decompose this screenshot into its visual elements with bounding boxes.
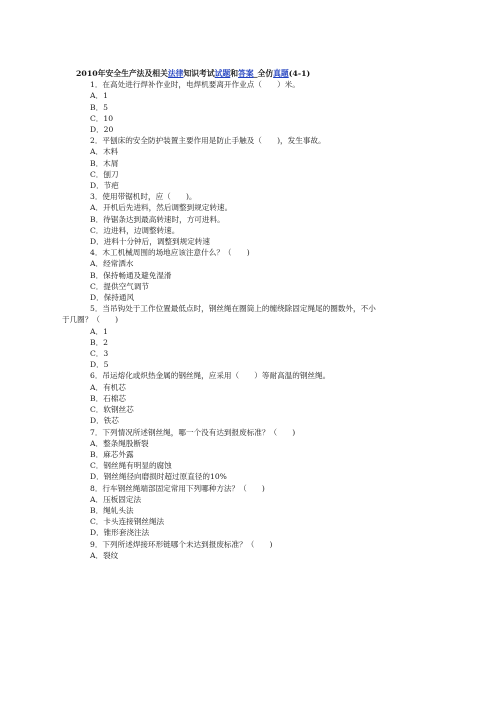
answer-option: C．10	[90, 113, 114, 123]
answer-option: B．麻芯外露	[90, 449, 134, 459]
question-text: 3．使用带锯机时，应（ )。	[90, 192, 197, 202]
answer-option: A．木料	[90, 147, 119, 157]
answer-option: D．进料十分钟后，调整到规定转速	[90, 237, 210, 247]
answer-option: A．压板固定法	[90, 494, 142, 504]
question-text: 2．平刨床的安全防护装置主要作用是防止手触及（ )，发生事故。	[90, 136, 326, 146]
question-text: 1．在高处进行焊补作业时，电焊机要离开作业点（ ）米。	[90, 80, 300, 90]
answer-option: A．整条绳股断裂	[90, 438, 149, 448]
answer-option: B．5	[90, 102, 109, 112]
title-text: 2010年安全生产法及相关	[76, 69, 168, 78]
answer-option: B．待锯条达到最高转速时，方可进料。	[90, 214, 225, 224]
answer-option: B．绳轧头法	[90, 505, 134, 515]
answer-option: A．有机芯	[90, 382, 126, 392]
answer-option: C．提供空气调节	[90, 281, 149, 291]
answer-option: B．保持畅通及避免湿滑	[90, 270, 172, 280]
question-text-continued: 于几圈？（ )	[62, 315, 119, 325]
question-text: 7．下列情况所述钢丝绳，哪一个没有达到报废标准？（ )	[90, 427, 296, 437]
answer-option: D．节疤	[90, 181, 119, 191]
title-text: _全仿	[253, 69, 274, 78]
answer-option: B．木屑	[90, 158, 119, 168]
title-text: 知识考试	[183, 69, 215, 78]
title-text: 和	[230, 69, 239, 78]
answer-option: C．边进料，边调整转速。	[90, 225, 180, 235]
answer-option: A．1	[90, 91, 108, 101]
answer-option: B．2	[90, 337, 109, 347]
answer-option: D．钢丝绳径向磨损时超过原直径的10%	[90, 472, 227, 482]
answer-option: D．锥形套浇注法	[90, 528, 150, 538]
question-text: 8．行车钢丝绳端部固定常用下列哪种方法？（ )	[90, 483, 265, 493]
answer-option: A．开机后先进料，然后调整到规定转速。	[90, 203, 233, 213]
answer-option: B．石棉芯	[90, 393, 126, 403]
title-link-exam[interactable]: 试题	[214, 69, 231, 78]
document-body	[62, 68, 432, 561]
question-list	[62, 79, 432, 561]
document-title	[76, 68, 432, 79]
answer-option: C．卡头连接钢丝绳法	[90, 517, 165, 527]
title-link-answer[interactable]: 答案	[238, 69, 254, 78]
answer-option: A．经常洒水	[90, 259, 134, 269]
answer-option: D．保持通风	[90, 293, 135, 303]
question-text: 5．当吊钩处于工作位置最低点时，钢丝绳在圈筒上的缠绕除固定绳尾的圈数外，不小	[90, 304, 376, 314]
answer-option: C．软钢丝芯	[90, 405, 134, 415]
answer-option: A．1	[90, 326, 108, 336]
title-link-law[interactable]: 法律	[167, 69, 184, 78]
answer-option: D．铁芯	[90, 416, 119, 426]
answer-option: D．20	[90, 125, 114, 135]
title-text: (4-1)	[288, 69, 311, 78]
answer-option: C．3	[90, 349, 109, 359]
answer-option: A．裂纹	[90, 550, 119, 560]
question-text: 4．木工机械周围的场地应该注意什么？（ )	[90, 248, 250, 258]
answer-option: D．5	[90, 360, 109, 370]
title-link-real-exam[interactable]: 真题	[273, 69, 289, 78]
answer-option: C．刨刀	[90, 169, 119, 179]
question-text: 6．吊运熔化或炽热金属的钢丝绳，应采用（ ）等耐高温的钢丝绳。	[90, 371, 331, 381]
answer-option: C．钢丝绳有明显的腐蚀	[90, 461, 172, 471]
question-text: 9．下列所述焊接环形链哪个未达到报废标准？（ )	[90, 539, 273, 549]
